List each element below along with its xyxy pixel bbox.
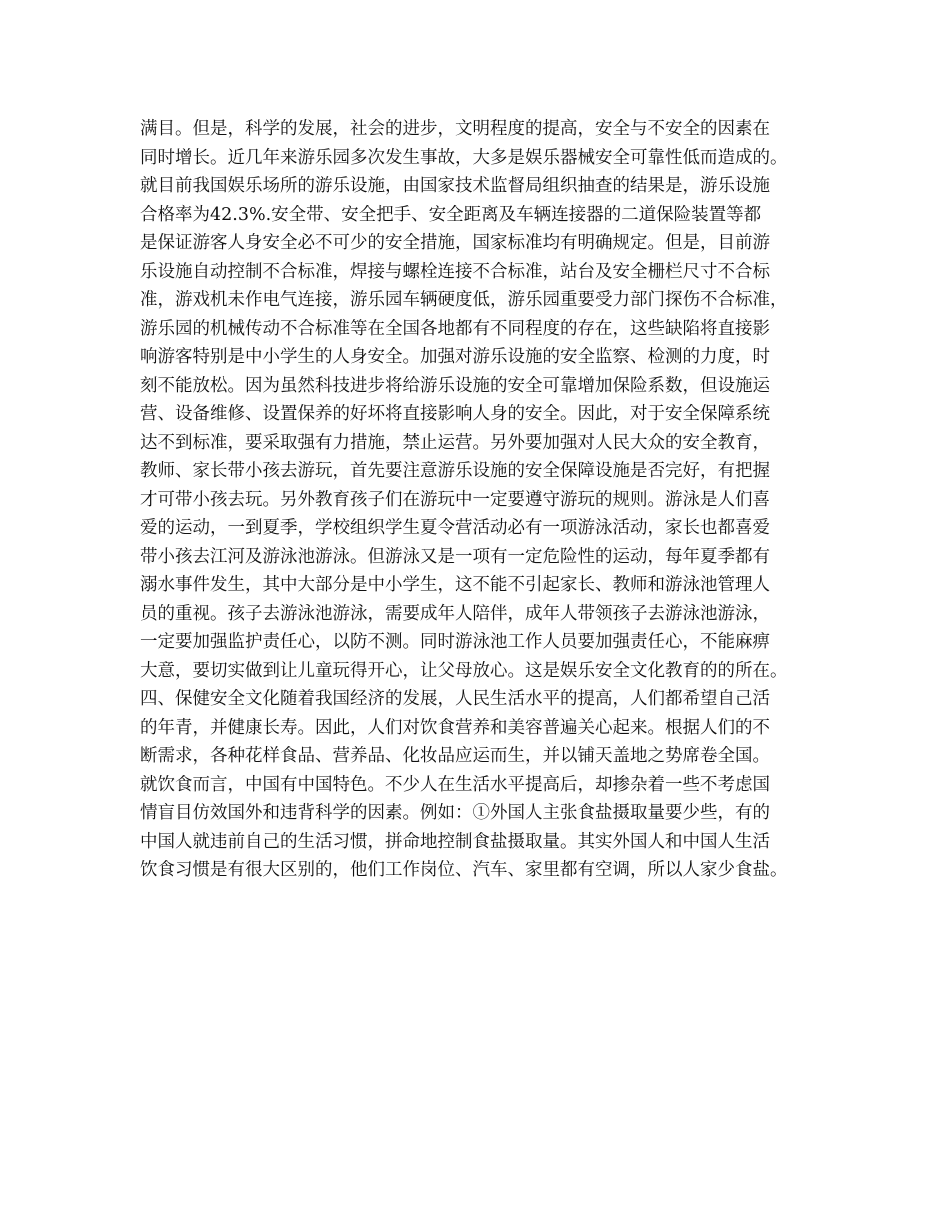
text-line: 营、设备维修、设置保养的好坏将直接影响人身的安全。因此，对于安全保障系统 (140, 404, 770, 424)
text-line: 满目。但是，科学的发展，社会的进步，文明程度的提高，安全与不安全的因素在 (140, 119, 770, 139)
text-line: 达不到标准，要采取强有力措施，禁止运营。另外要加强对人民大众的安全教育， (140, 432, 770, 453)
text-line: 的年青，并健康长寿。因此，人们对饮食营养和美容普遍关心起来。根据人们的不 (140, 717, 770, 738)
text-line: 饮食习惯是有很大区别的，他们工作岗位、汽车、家里都有空调，所以人家少食盐。 (140, 860, 788, 880)
text-line: 游乐园的机械传动不合标准等在全国各地都有不同程度的存在，这些缺陷将直接影 (140, 318, 770, 339)
text-line: 员的重视。孩子去游泳池游泳，需要成年人陪伴，成年人带领孩子去游泳池游泳， (140, 603, 770, 624)
text-line: 是保证游客人身安全必不可少的安全措施，国家标准均有明确规定。但是，目前游 (140, 233, 770, 253)
text-line: 准，游戏机未作电气连接，游乐园车辆硬度低，游乐园重要受力部门探伤不合标准， (140, 290, 788, 310)
text-line: 四、保健安全文化随着我国经济的发展，人民生活水平的提高，人们都希望自己活 (140, 689, 770, 709)
text-line: 溺水事件发生，其中大部分是中小学生，这不能不引起家长、教师和游泳池管理人 (140, 575, 770, 595)
text-line: 教师、家长带小孩去游玩，首先要注意游乐设施的安全保障设施是否完好，有把握 (140, 461, 770, 481)
text-line: 断需求，各种花样食品、营养品、化妆品应运而生，并以铺天盖地之势席卷全国。 (140, 746, 770, 766)
text-line: 就目前我国娱乐场所的游乐设施，由国家技术监督局组织抽查的结果是，游乐设施 (140, 176, 770, 196)
text-line: 乐设施自动控制不合标准，焊接与螺栓连接不合标准，站台及安全栅栏尺寸不合标 (140, 261, 770, 282)
text-line: 中国人就违前自己的生活习惯，拼命地控制食盐摄取量。其实外国人和中国人生活 (140, 831, 770, 852)
text-line: 合格率为42.3%.安全带、安全把手、安全距离及车辆连接器的二道保险装置等都 (140, 204, 762, 225)
text-line: 大意，要切实做到让儿童玩得开心，让父母放心。这是娱乐安全文化教育的的所在。 (140, 660, 788, 681)
text-line: 才可带小孩去玩。另外教育孩子们在游玩中一定要遵守游玩的规则。游泳是人们喜 (140, 489, 770, 510)
text-line: 就饮食而言，中国有中国特色。不少人在生活水平提高后，却掺杂着一些不考虑国 (140, 774, 770, 795)
text-line: 响游客特别是中小学生的人身安全。加强对游乐设施的安全监察、检测的力度，时 (140, 347, 770, 367)
text-line: 情盲目仿效国外和违背科学的因素。例如：①外国人主张食盐摄取量要少些，有的 (140, 803, 770, 823)
text-line: 同时增长。近几年来游乐园多次发生事故，大多是娱乐器械安全可靠性低而造成的。 (140, 147, 788, 168)
text-line: 一定要加强监护责任心，以防不测。同时游泳池工作人员要加强责任心，不能麻痹 (140, 632, 770, 652)
body-text (140, 115, 830, 885)
text-line: 带小孩去江河及游泳池游泳。但游泳又是一项有一定危险性的运动，每年夏季都有 (140, 546, 770, 567)
text-line: 爱的运动，一到夏季，学校组织学生夏令营活动必有一项游泳活动，家长也都喜爱 (140, 518, 770, 538)
text-line: 刻不能放松。因为虽然科技进步将给游乐设施的安全可靠增加保险系数，但设施运 (140, 375, 770, 396)
